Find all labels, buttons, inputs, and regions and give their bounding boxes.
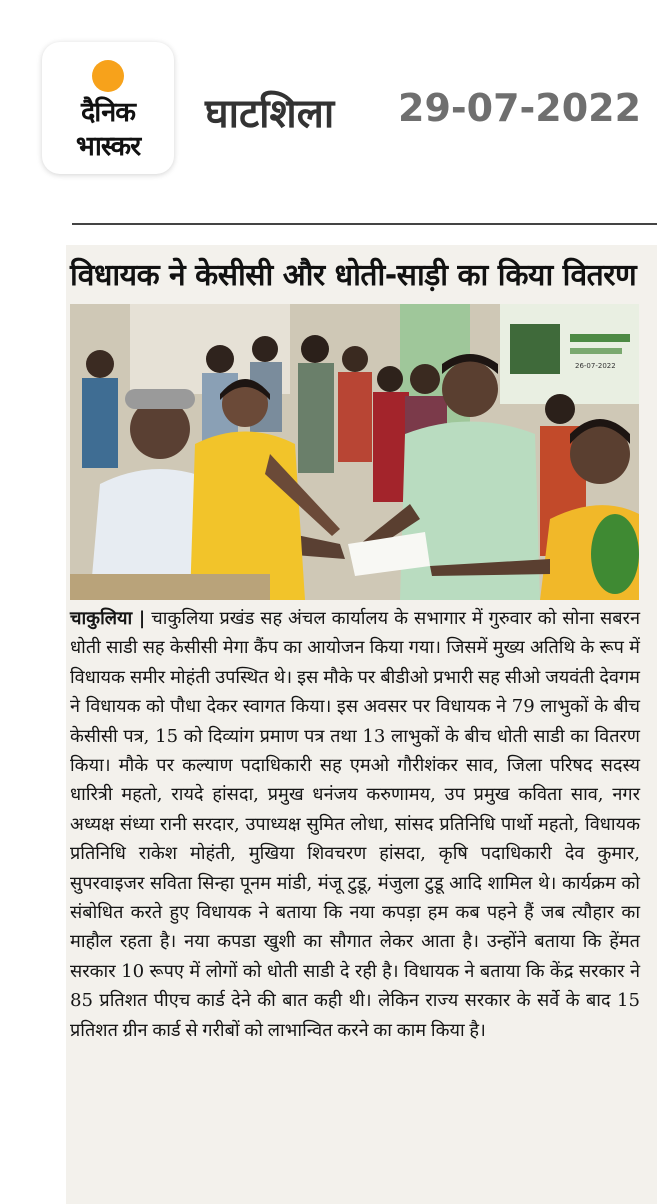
logo-text-line2: भास्कर — [75, 131, 141, 162]
page-header — [0, 0, 657, 210]
edition-city: घाटशिला — [205, 91, 335, 137]
dainik-bhaskar-logo[interactable] — [42, 42, 174, 174]
article-dateline: चाकुलिया | — [70, 608, 146, 629]
banner-date: 26-07-2022 — [575, 362, 616, 370]
article-headline: विधायक ने केसीसी और धोती-साड़ी का किया वितरण — [70, 258, 637, 293]
header-divider — [72, 223, 657, 225]
logo-text-line1: दैनिक — [80, 97, 136, 128]
article-photo — [70, 304, 639, 600]
sun-icon — [92, 60, 124, 92]
article-body-text: चाकुलिया प्रखंड सह अंचल कार्यालय के सभागार में गुरुवार को सोना सबरन धोती साडी सह केसीसी मेगा कैंप का आयोजन किया गया। जिसमें मुख्य अतिथि के रूप में विधायक समीर मोहंती उपस्थित थे। इस मौके पर बीडीओ प्रभारी सह सीओ जयवंती देवगम ने विधायक को पौधा देकर स्वागत किया। इस अवसर पर विधायक ने 79 लाभुकों के बीच केसीसी पत्र, 15 को दिव्यांग प्रमाण पत्र तथा 13 लाभुकों के बीच धोती साडी का वितरण किया। मौके पर कल्याण पदाधिकारी सह एमओ गौरीशंकर साव, जिला परिषद सदस्य धारित्री महतो, रायदे हांसदा, प्रमुख धनंजय करुणामय, उप प्रमुख कविता साव, नगर अध्यक्ष संध्या रानी सरदार, उपाध्यक्ष सुमित लोधा, सांसद प्रतिनिधि पार्थो महतो, विधायक प्रतिनिधि राकेश मोहंती, मुखिया शिवचरण हांसदा, कृषि पदाधिकारी देव कुमार, सुपरवाइजर सविता सिन्हा पूनम मांडी, मंजू टुडू, मंजुला टुडू आदि शामिल थे। कार्यक्रम को संबोधित करते हुए विधायक ने बताया कि नया कपड़ा हम कब पहने हैं जब त्यौहार का माहौल रहता है। नया कपडा खुशी का सौगात लेकर आता है। उन्होंने बताया कि हेंमत सरकार 10 रूपए में लोगों को धोती साडी दे रही है। विधायक ने बताया कि केंद्र सरकार ने 85 प्रतिशत पीएच कार्ड देने की बात कही थी। लेकिन राज्य सरकार के सर्वे के बाद 15 प्रतिशत ग्रीन कार्ड से गरीबों को लाभान्वित करने का काम किया है। — [70, 608, 641, 1041]
edition-date: 29-07-2022 — [398, 86, 642, 130]
article-body — [70, 604, 640, 1045]
